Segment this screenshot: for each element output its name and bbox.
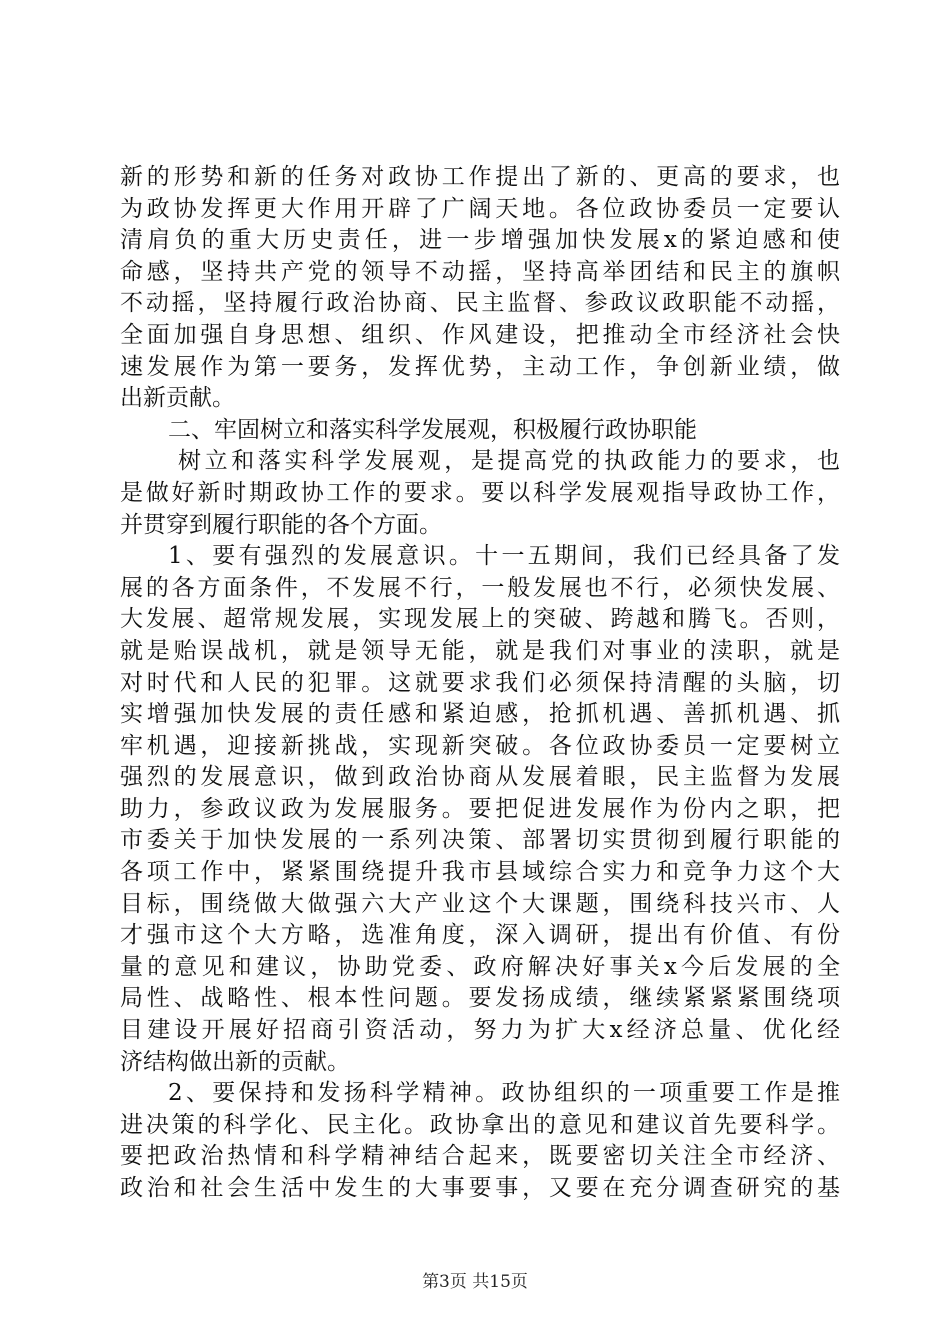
text-line: 市委关于加快发展的一系列决策、部署切实贯彻到履行职能的	[120, 827, 840, 854]
text-line: 是做好新时期政协工作的要求。要以科学发展观指导政协工作，	[120, 479, 840, 506]
text-line: 大发展、超常规发展，实现发展上的突破、跨越和腾飞。否则，	[120, 606, 840, 633]
text-line: 强烈的发展意识，做到政治协商从发展着眼，民主监督为发展	[120, 764, 840, 791]
text-line: 不动摇，坚持履行政治协商、民主监督、参政议政职能不动摇，	[120, 290, 840, 317]
text-line: 各项工作中，紧紧围绕提升我市县域综合实力和竞争力这个大	[120, 859, 840, 886]
text-line: 全面加强自身思想、组织、作风建设，把推动全市经济社会快	[120, 321, 840, 348]
text-line: 政治和社会生活中发生的大事要事，又要在充分调查研究的基	[120, 1175, 840, 1201]
page-footer	[0, 1270, 950, 1294]
section-heading: 二、牢固树立和落实科学发展观，积极履行政协职能	[168, 416, 697, 443]
text-line: 就是贻误战机，就是领导无能，就是我们对事业的渎职，就是	[120, 637, 840, 664]
text-line: 速发展作为第一要务，发挥优势，主动工作，争创新业绩，做	[120, 353, 840, 380]
text-line: 清肩负的重大历史责任，进一步增强加快发展x的紧迫感和使	[120, 227, 840, 254]
text-line: 展的各方面条件，不发展不行，一般发展也不行，必须快发展、	[120, 574, 840, 601]
text-line: 1、要有强烈的发展意识。十一五期间，我们已经具备了发	[168, 543, 840, 570]
text-line: 助力，参政议政为发展服务。要把促进发展作为份内之职，把	[120, 795, 840, 822]
body-text	[120, 162, 840, 1205]
text-line: 局性、战略性、根本性问题。要发扬成绩，继续紧紧紧围绕项	[120, 985, 840, 1012]
text-line: 出新贡献。	[120, 385, 235, 412]
text-line: 进决策的科学化、民主化。政协拿出的意见和建议首先要科学。	[120, 1111, 840, 1138]
text-line: 目标，围绕做大做强六大产业这个大课题，围绕科技兴市、人	[120, 890, 840, 917]
text-line: 目建设开展好招商引资活动，努力为扩大x经济总量、优化经	[120, 1017, 840, 1044]
text-line: 牢机遇，迎接新挑战，实现新突破。各位政协委员一定要树立	[120, 732, 840, 759]
text-line: 命感，坚持共产党的领导不动摇，坚持高举团结和民主的旗帜	[120, 258, 840, 285]
text-line: 量的意见和建议，协助党委、政府解决好事关x今后发展的全	[120, 953, 840, 980]
text-line: 新的形势和新的任务对政协工作提出了新的、更高的要求，也	[120, 164, 840, 190]
text-line: 并贯穿到履行职能的各个方面。	[120, 511, 442, 538]
text-line: 实增强加快发展的责任感和紧迫感，抢抓机遇、善抓机遇、抓	[120, 701, 840, 728]
text-line: 才强市这个大方略，选准角度，深入调研，提出有价值、有份	[120, 922, 840, 949]
text-line: 树立和落实科学发展观，是提高党的执政能力的要求，也	[178, 448, 840, 475]
page-number-label: 第3页 共15页	[422, 1272, 528, 1292]
text-line: 要把政治热情和科学精神结合起来，既要密切关注全市经济、	[120, 1143, 840, 1170]
text-line: 2、要保持和发扬科学精神。政协组织的一项重要工作是推	[168, 1080, 840, 1107]
text-line: 对时代和人民的犯罪。这就要求我们必须保持清醒的头脑，切	[120, 669, 840, 696]
text-line: 为政协发挥更大作用开辟了广阔天地。各位政协委员一定要认	[120, 195, 840, 222]
text-line: 济结构做出新的贡献。	[120, 1048, 350, 1075]
